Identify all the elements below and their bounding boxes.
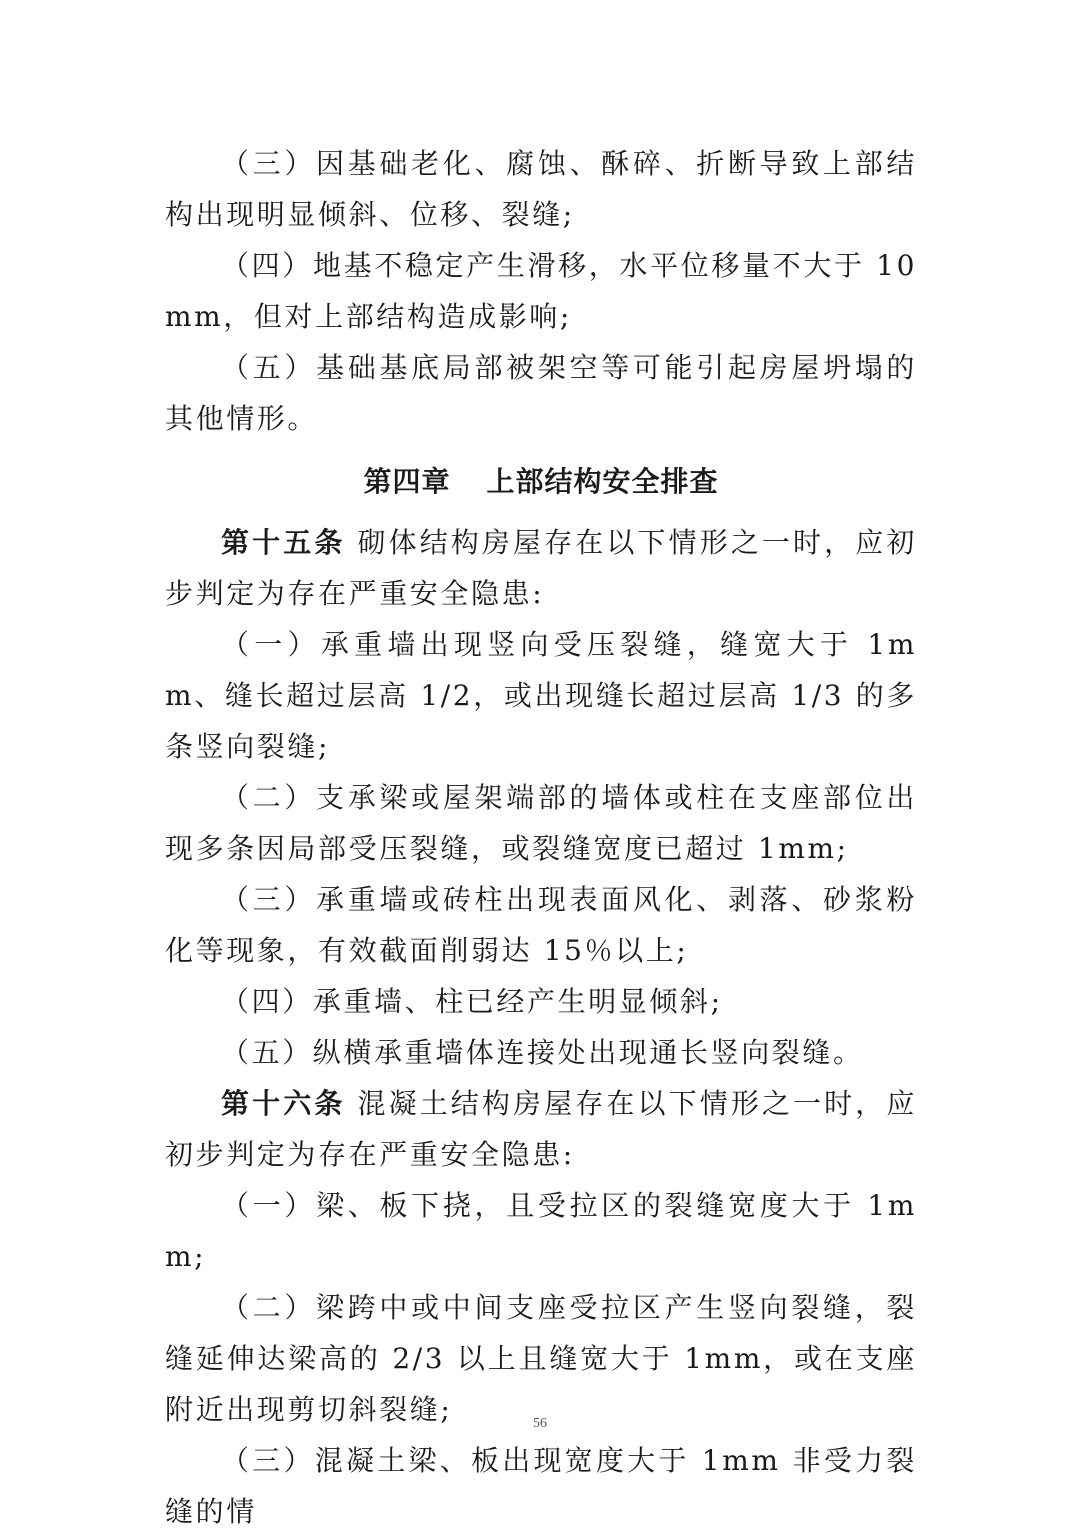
paragraph-foundation-item-3: （三）因基础老化、腐蚀、酥碎、折断导致上部结构出现明显倾斜、位移、裂缝; (165, 147, 917, 231)
article-16-number: 第十六条 (221, 1087, 346, 1120)
document-body (165, 138, 917, 1537)
chapter-title: 上部结构安全排查 (486, 465, 719, 498)
paragraph-foundation-item-4: （四）地基不稳定产生滑移，水平位移量不大于 10mm，但对上部结构造成影响; (165, 249, 917, 333)
article-16-intro (165, 1078, 917, 1180)
article-15-text: 砌体结构房屋存在以下情形之一时，应初步判定为存在严重安全隐患: (165, 526, 917, 610)
chapter-heading (165, 456, 917, 507)
paragraph-foundation-item-5: （五）基础基底局部被架空等可能引起房屋坍塌的其他情形。 (165, 351, 917, 435)
article-15-item-5: （五）纵横承重墙体连接处出现通长竖向裂缝。 (221, 1036, 864, 1069)
article-15-item-1: （一）承重墙出现竖向受压裂缝，缝宽大于 1mm、缝长超过层高 1/2，或出现缝长超过层高 1/3 的多条竖向裂缝; (165, 628, 917, 763)
article-16-text: 混凝土结构房屋存在以下情形之一时，应初步判定为存在严重安全隐患: (165, 1087, 917, 1171)
article-16-item-1: （一）梁、板下挠，且受拉区的裂缝宽度大于 1mm; (165, 1189, 917, 1273)
article-15-item-2: （二）支承梁或屋架端部的墙体或柱在支座部位出现多条因局部受压裂缝，或裂缝宽度已超过 1mm; (165, 781, 917, 865)
page-number: 56 (533, 1416, 547, 1431)
article-16-item-2: （二）梁跨中或中间支座受拉区产生竖向裂缝，裂缝延伸达梁高的 2/3 以上且缝宽大于 1mm，或在支座附近出现剪切斜裂缝; (165, 1291, 917, 1426)
article-15-intro (165, 517, 917, 619)
article-15-item-4: （四）承重墙、柱已经产生明显倾斜; (221, 985, 723, 1018)
article-16-item-3: （三）混凝土梁、板出现宽度大于 1mm 非受力裂缝的情 (165, 1444, 917, 1528)
article-15-number: 第十五条 (221, 526, 346, 559)
article-15-item-3: （三）承重墙或砖柱出现表面风化、剥落、砂浆粉化等现象，有效截面削弱达 15％以上; (165, 883, 917, 967)
chapter-number: 第四章 (363, 465, 451, 498)
